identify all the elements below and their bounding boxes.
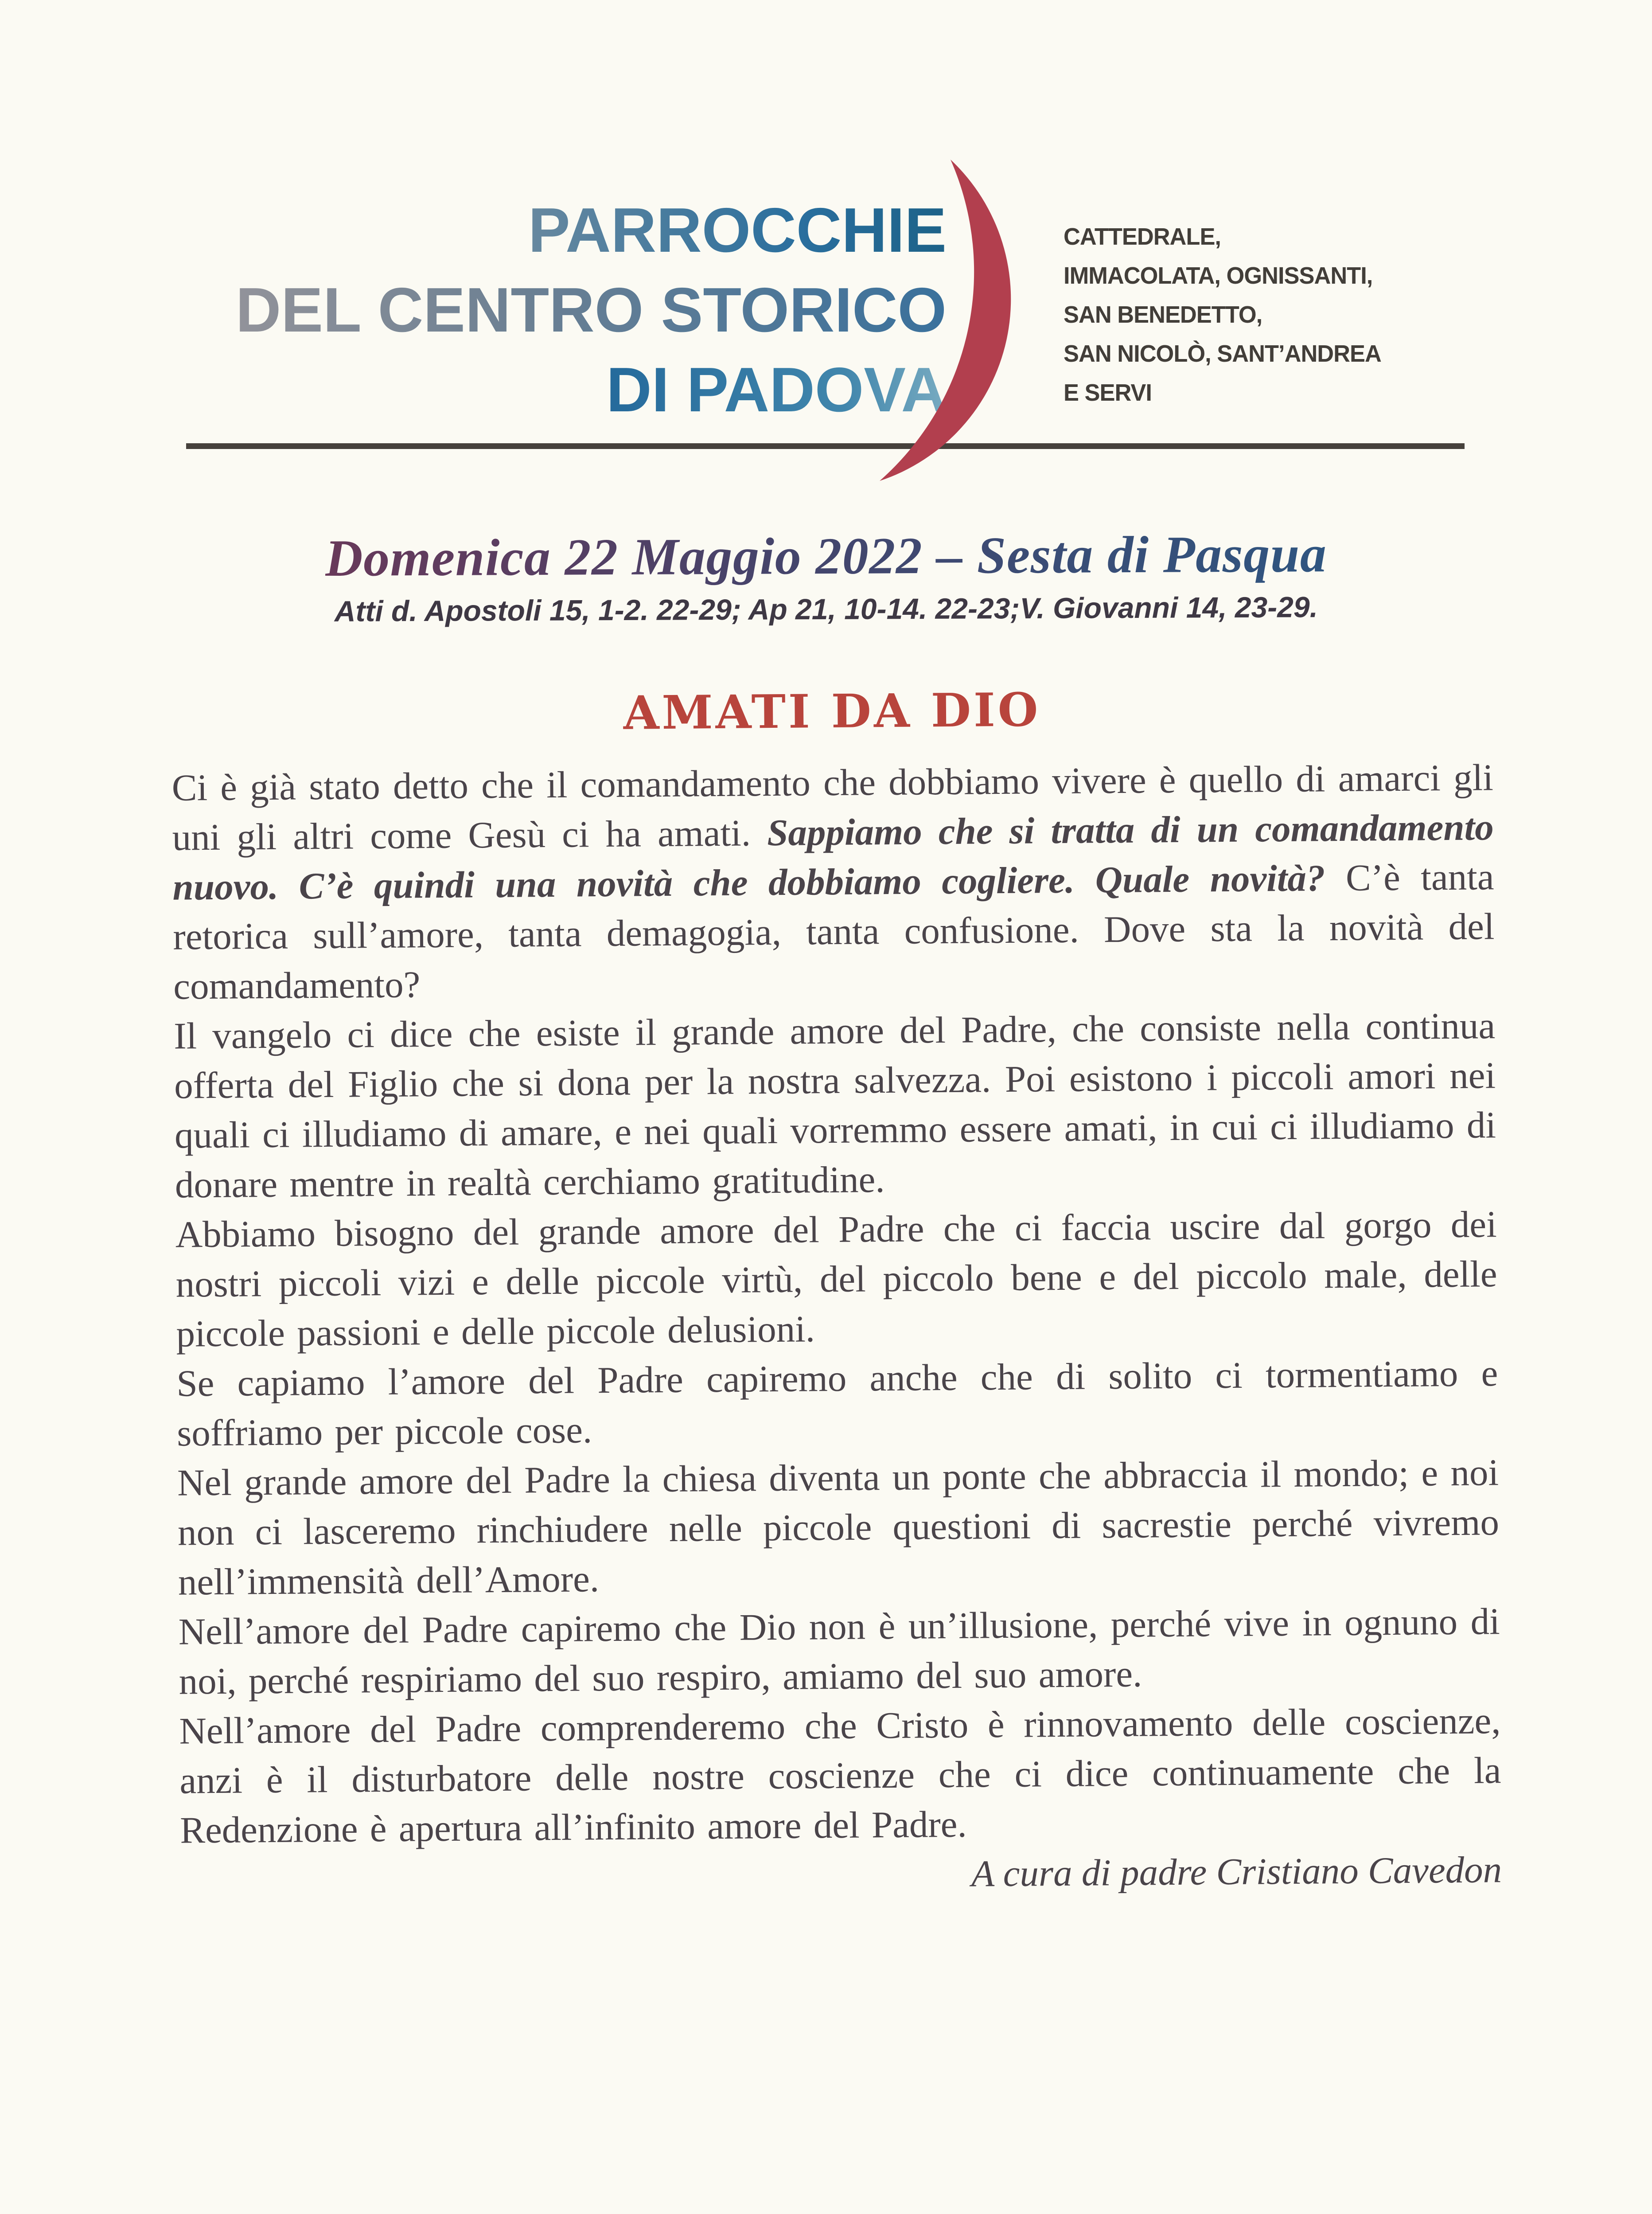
signature-line: A cura di padre Cristiano Cavedon	[971, 1849, 1502, 1895]
text-run: Se capiamo l’amore del Padre capiremo anche che di solito ci tormentiamo e soffriamo per piccole cose.	[176, 1352, 1498, 1454]
text-run: C’è tanta retorica sull’amore, tanta demagogia, tanta confusione. Dove sta la novità del comandamento?	[173, 856, 1495, 1007]
text-run: Ci è già stato detto che il comandamento che dobbiamo vivere è quello di amarci gli uni gli altri come Gesù ci ha amati.	[171, 757, 1494, 859]
paragraph	[171, 753, 1495, 1011]
article-body	[171, 753, 1501, 1855]
paragraph	[177, 1448, 1500, 1607]
text-run: Nel grande amore del Padre la chiesa diventa un ponte che abbraccia il mondo; e noi non ci lasceremo rinchiudere nelle piccole questioni di sacrestie perché vivremo nell’immensità dell’Amore.	[177, 1452, 1500, 1603]
paragraph	[178, 1597, 1500, 1706]
header-divider	[186, 443, 1465, 449]
paragraph	[179, 1696, 1502, 1855]
logo-wordmark-line: DEL CENTRO STORICO	[236, 270, 947, 350]
church-name: CATTEDRALE,	[1064, 223, 1221, 250]
text-run: Nell’amore del Padre capiremo che Dio non è un’illusione, perché vive in ognuno di noi, perché respiriamo del suo respiro, amiamo del suo amore.	[178, 1601, 1500, 1702]
church-name: SAN BENEDETTO,	[1064, 301, 1262, 328]
paragraph	[174, 1001, 1496, 1210]
logo-wordmark-line: DI PADOVA	[606, 350, 947, 430]
church-name: SAN NICOLÒ, SANT’ANDREA	[1064, 340, 1381, 367]
readings-line: Atti d. Apostoli 15, 1-2. 22-29; Ap 21, 10-14. 22-23;V. Giovanni 14, 23-29.	[334, 590, 1318, 628]
emphasis-run: Sappiamo che si tratta di un comandamento nuovo. C’è quindi una novità che dobbiamo cogliere. Quale novità?	[172, 806, 1494, 908]
text-run: Nell’amore del Padre comprenderemo che Cristo è rinnovamento delle coscienze, anzi è il disturbatore delle nostre coscienze che ci dice continuamente che la Redenzione è apertura all’infinito amore del Padre.	[179, 1700, 1501, 1851]
crescent-logo-icon	[860, 155, 1037, 492]
paragraph	[176, 1348, 1499, 1458]
article	[171, 677, 1502, 1905]
church-names-list	[1064, 217, 1381, 412]
text-run: Il vangelo ci dice che esiste il grande amore del Padre, che consiste nella continua offerta del Figlio che si dona per la nostra salvezza. Poi esistono i piccoli amori nei quali ci illudiamo di amare, e nei quali vorremmo essere amati, in cui ci illudiamo di donare mentre in realtà cerchiamo gratitudine.	[173, 1005, 1496, 1206]
church-name: E SERVI	[1064, 379, 1152, 406]
logo-wordmark-line: PARROCCHIE	[528, 191, 947, 270]
article-heading: AMATI DA DIO	[623, 682, 1041, 740]
sunday-title: Domenica 22 Maggio 2022 – Sesta di Pasqua	[325, 521, 1327, 592]
text-run: Abbiamo bisogno del grande amore del Padre che ci faccia uscire dal gorgo dei nostri piccoli vizi e delle piccole virtù, del piccolo bene e del piccolo male, delle piccole passioni e delle piccole delusioni.	[175, 1203, 1497, 1355]
church-name: IMMACOLATA, OGNISSANTI,	[1064, 262, 1373, 289]
masthead	[0, 519, 1652, 631]
paragraph	[175, 1199, 1498, 1359]
parish-logo-wordmark	[236, 191, 947, 430]
